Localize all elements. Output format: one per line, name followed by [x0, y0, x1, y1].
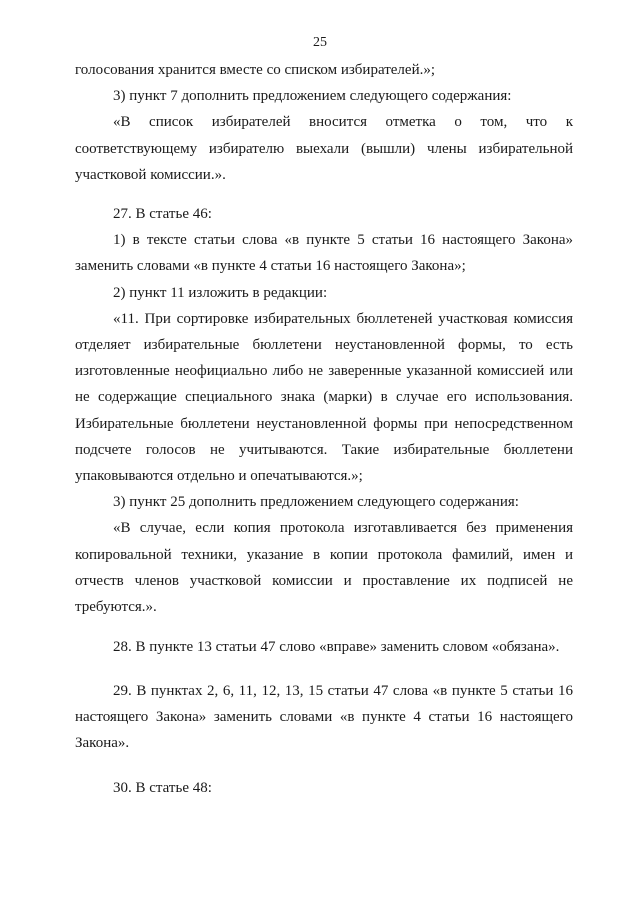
paragraph-11: 29. В пунктах 2, 6, 11, 12, 13, 15 статьи 47 слова «в пункте 5 статьи 16 настоящего Закона» заменить словами «в пункте 4 статьи 16 настоящего Закона».	[75, 683, 573, 752]
paragraph-9: «В случае, если копия протокола изготавливается без применения копировальной техники, указание в копии протокола фамилий, имен и отчеств членов участковой комиссии и проставление их подписей не требуются.».	[75, 520, 573, 616]
paragraph-1: голосования хранится вместе со списком избирателей.»;	[75, 62, 436, 78]
paragraph-5: 1) в тексте статьи слова «в пункте 5 статьи 16 настоящего Закона» заменить словами «в пункте 4 статьи 16 настоящего Закона»;	[75, 232, 573, 275]
page-number: 25	[313, 35, 327, 50]
text-block-1	[75, 57, 573, 188]
text-block-4	[75, 678, 573, 757]
paragraph-8: 3) пункт 25 дополнить предложением следующего содержания:	[113, 494, 519, 511]
paragraph-12: 30. В статье 48:	[113, 780, 212, 796]
paragraph-4: 27. В статье 46:	[113, 206, 212, 222]
text-block-3	[75, 634, 573, 660]
paragraph-7: «11. При сортировке избирательных бюллетеней участковая комиссия отделяет избирательные бюллетени неустановленной формы, то есть изготовленные неофициально либо не заверенные указанной комиссией или не содержащие специального знака (марки) в случае его использования. Избирательные бюллетени неустановленной формы при непосредственном подсчете голосов не учитываются. Такие избирательные бюллетени упаковываются отдельно и опечатываются.»;	[75, 310, 573, 485]
text-block-5	[75, 775, 573, 801]
text-block-2	[75, 201, 573, 620]
paragraph-6: 2) пункт 11 изложить в редакции:	[113, 284, 328, 301]
paragraph-2: 3) пункт 7 дополнить предложением следующего содержания:	[113, 88, 512, 105]
paragraph-3: «В список избирателей вносится отметка о том, что к соответствующему избирателю выехали (вышли) члены избирательной участковой комиссии.».	[75, 114, 573, 183]
paragraph-10: 28. В пункте 13 статьи 47 слово «вправе» заменить словом «обязана».	[113, 639, 560, 655]
